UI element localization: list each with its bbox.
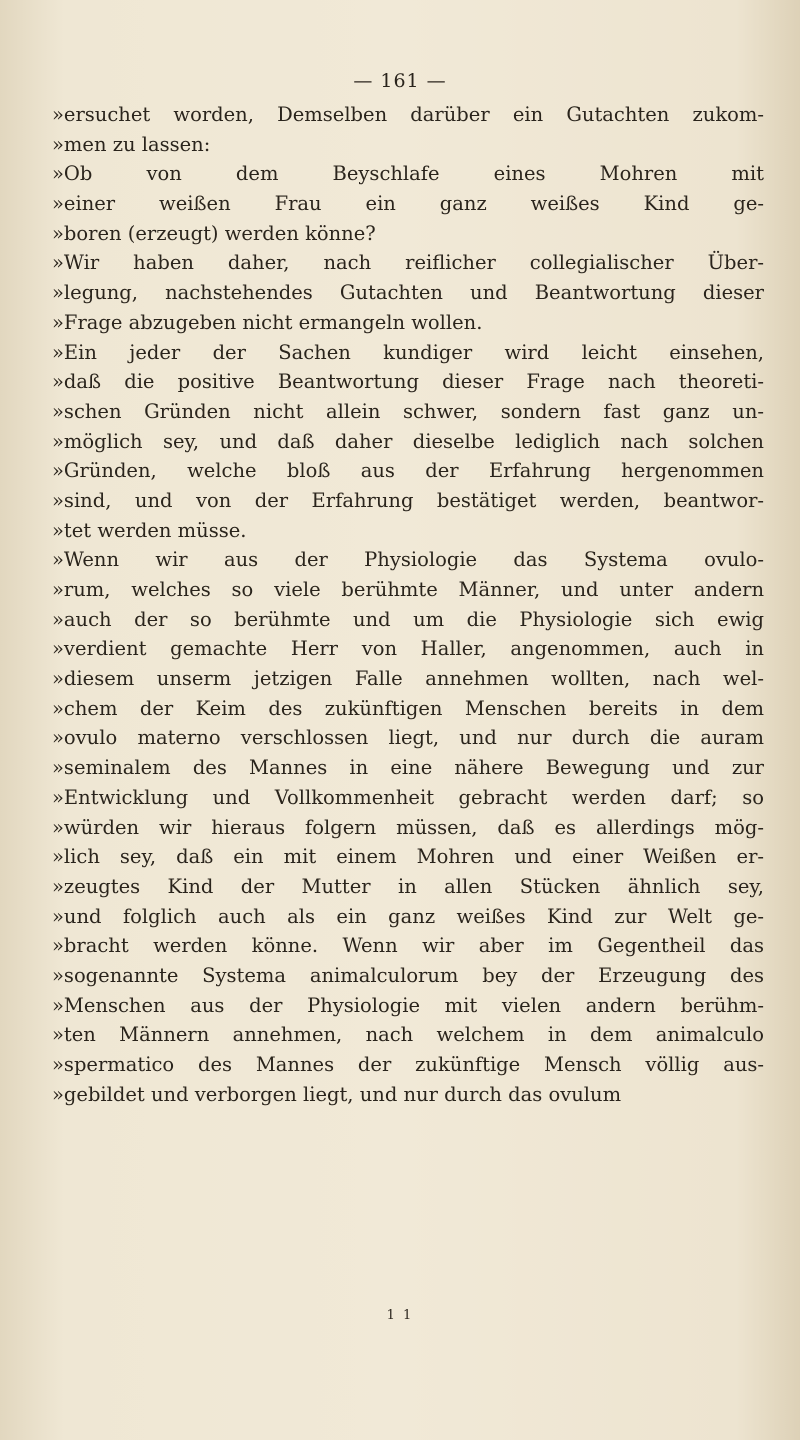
text-line: »gebildet und verborgen liegt, und nur durch das ovulum xyxy=(52,1082,622,1106)
text-line: »verdient gemachte Herr von Haller, angenommen, auch in xyxy=(52,637,764,661)
text-line: »einer weißen Frau ein ganz weißes Kind ge- xyxy=(52,192,764,216)
text-line: »ovulo materno verschlossen liegt, und nur durch die auram xyxy=(52,726,764,750)
text-line: »tet werden müsse. xyxy=(52,518,247,542)
text-line: »Gründen, welche bloß aus der Erfahrung hergenommen xyxy=(52,459,764,483)
page-number: — 161 — xyxy=(353,70,447,92)
text-line: »auch der so berühmte und um die Physiologie sich ewig xyxy=(52,607,764,631)
text-line: »diesem unserm jetzigen Falle annehmen wollten, nach wel- xyxy=(52,667,764,691)
text-line: »Wir haben daher, nach reiflicher collegialischer Über- xyxy=(52,251,764,275)
text-line: »legung, nachstehendes Gutachten und Beantwortung dieser xyxy=(52,281,764,305)
text-line: »zeugtes Kind der Mutter in allen Stücken ähnlich sey, xyxy=(52,874,764,898)
text-body xyxy=(52,100,764,1109)
text-line: »und folglich auch als ein ganz weißes Kind zur Welt ge- xyxy=(52,904,764,928)
text-line: »Entwicklung und Vollkommenheit gebracht werden darf; so xyxy=(52,785,764,809)
text-line: »chem der Keim des zukünftigen Menschen bereits in dem xyxy=(52,696,764,720)
text-line: »spermatico des Mannes der zukünftige Mensch völlig aus- xyxy=(52,1053,764,1076)
text-line: »sogenannte Systema animalculorum bey der Erzeugung des xyxy=(52,963,764,987)
signature-mark: 1 1 xyxy=(386,1308,414,1323)
text-line: »daß die positive Beantwortung dieser Frage nach theoreti- xyxy=(52,370,764,394)
text-line: »seminalem des Mannes in eine nähere Bewegung und zur xyxy=(52,756,764,780)
text-line: »Ob von dem Beyschlafe eines Mohren mit xyxy=(52,162,764,186)
text-line: »Frage abzugeben nicht ermangeln wollen. xyxy=(52,310,483,334)
text-line: »lich sey, daß ein mit einem Mohren und einer Weißen er- xyxy=(52,845,764,869)
text-line: »ersuchet worden, Demselben darüber ein Gutachten zukom- xyxy=(52,103,764,126)
text-line: »Ein jeder der Sachen kundiger wird leicht einsehen, xyxy=(52,340,764,364)
text-line: »möglich sey, und daß daher dieselbe lediglich nach solchen xyxy=(52,429,764,453)
text-line: »Menschen aus der Physiologie mit vielen andern berühm- xyxy=(52,993,764,1017)
text-line: »ten Männern annehmen, nach welchem in dem animalculo xyxy=(52,1023,764,1047)
text-line: »schen Gründen nicht allein schwer, sondern fast ganz un- xyxy=(52,399,764,423)
text-line: »rum, welches so viele berühmte Männer, und unter andern xyxy=(52,578,764,601)
text-line: »würden wir hieraus folgern müssen, daß es allerdings mög- xyxy=(52,815,764,839)
text-line: »men zu lassen: xyxy=(52,132,211,156)
text-line: »Wenn wir aus der Physiologie das Systema ovulo- xyxy=(52,548,764,572)
text-line: »boren (erzeugt) werden könne? xyxy=(52,221,376,245)
text-line: »bracht werden könne. Wenn wir aber im Gegentheil das xyxy=(52,934,764,958)
text-line: »sind, und von der Erfahrung bestätiget werden, beantwor- xyxy=(52,488,764,512)
